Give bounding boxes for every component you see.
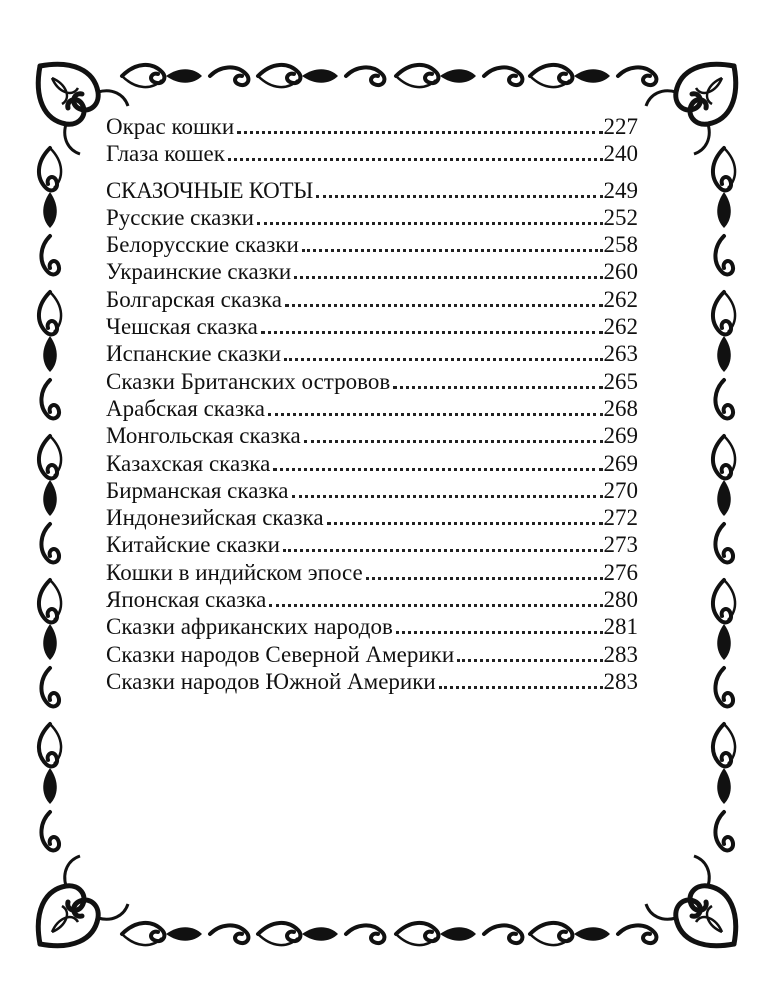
toc-entry — [106, 668, 638, 695]
dot-leader — [285, 304, 603, 307]
toc-entry — [106, 504, 638, 531]
toc-section-title: СКАЗОЧНЫЕ КОТЫ — [106, 177, 313, 203]
toc-entry-title: Чешская сказка — [106, 314, 258, 340]
toc-entry-title: Белорусские сказки — [106, 232, 299, 258]
dot-leader — [366, 577, 603, 580]
toc-entry — [106, 140, 638, 167]
dot-leader — [327, 522, 603, 525]
toc-entry — [106, 613, 638, 640]
toc-entry-page: 258 — [603, 232, 638, 258]
toc-entry — [106, 258, 638, 285]
toc-entry-page: 262 — [603, 286, 638, 312]
toc-entry-title: Украинские сказки — [106, 259, 292, 285]
toc-entry-title: Бирманская сказка — [106, 477, 289, 503]
toc-entry-page: 269 — [603, 450, 638, 476]
toc-entry-page: 280 — [603, 587, 638, 613]
toc-entry-page: 281 — [603, 614, 638, 640]
dot-leader — [439, 686, 603, 689]
toc-entry-page: 272 — [603, 505, 638, 531]
toc-entry — [106, 204, 638, 231]
toc-entry — [106, 313, 638, 340]
table-of-contents — [106, 113, 638, 695]
dot-leader — [283, 549, 603, 552]
dot-leader — [396, 631, 603, 634]
toc-entry-page: 270 — [603, 477, 638, 503]
dot-leader — [269, 604, 602, 607]
toc-entry-page: 276 — [603, 559, 638, 585]
dot-leader — [257, 222, 603, 225]
toc-entry — [106, 422, 638, 449]
toc-entry-title: Сказки африканских народов — [106, 614, 393, 640]
dot-leader — [393, 386, 602, 389]
toc-entry — [106, 559, 638, 586]
toc-entry-page: 269 — [603, 423, 638, 449]
toc-section-heading — [106, 177, 638, 204]
toc-entry-page: 260 — [603, 259, 638, 285]
toc-entry-page: 283 — [603, 641, 638, 667]
toc-entry-page: 268 — [603, 395, 638, 421]
toc-entry-page: 273 — [603, 532, 638, 558]
toc-entry-page: 240 — [603, 141, 638, 167]
toc-entry — [106, 395, 638, 422]
dot-leader — [268, 413, 603, 416]
toc-entry-title: Глаза кошек — [106, 141, 225, 167]
dot-leader — [316, 195, 603, 198]
toc-entry — [106, 340, 638, 367]
toc-entry-page: 283 — [603, 668, 638, 694]
dot-leader — [302, 249, 603, 252]
toc-entry-title: Японская сказка — [106, 587, 267, 613]
dot-leader — [228, 158, 603, 161]
toc-entry-page: 227 — [603, 114, 638, 139]
toc-entry — [106, 231, 638, 258]
toc-entry-title: Китайские сказки — [106, 532, 280, 558]
toc-entry-title: Окрас кошки — [106, 114, 235, 139]
corner-ornament-top-right — [646, 64, 736, 154]
dot-leader — [284, 358, 602, 361]
dot-leader — [292, 495, 603, 498]
dot-leader — [273, 468, 602, 471]
toc-entry — [106, 113, 638, 140]
dot-leader — [261, 331, 603, 334]
toc-entry — [106, 368, 638, 395]
toc-entry-title: Арабская сказка — [106, 395, 265, 421]
toc-entry-title: Кошки в индийском эпосе — [106, 559, 363, 585]
toc-entry-page: 249 — [603, 177, 638, 203]
toc-entry-title: Русские сказки — [106, 204, 254, 230]
dot-leader — [457, 659, 602, 662]
toc-entry-title: Монгольская сказка — [106, 423, 301, 449]
toc-entry-title: Сказки Британских островов — [106, 368, 391, 394]
toc-entry — [106, 531, 638, 558]
dot-leader — [294, 276, 602, 279]
toc-entry-title: Сказки народов Южной Америки — [106, 668, 436, 694]
toc-entry-page: 252 — [603, 204, 638, 230]
dot-leader — [237, 131, 602, 134]
toc-entry — [106, 286, 638, 313]
dot-leader — [304, 440, 603, 443]
corner-ornament-bottom-left — [38, 856, 128, 946]
toc-entry-title: Индонезийская сказка — [106, 505, 324, 531]
toc-entry — [106, 586, 638, 613]
toc-entry — [106, 450, 638, 477]
toc-entry — [106, 477, 638, 504]
toc-entry-title: Испанские сказки — [106, 341, 282, 367]
toc-entry-page: 263 — [603, 341, 638, 367]
corner-ornament-bottom-right — [646, 856, 736, 946]
toc-entry-page: 265 — [603, 368, 638, 394]
toc-entry-title: Болгарская сказка — [106, 286, 282, 312]
toc-entry — [106, 641, 638, 668]
toc-entry-title: Сказки народов Северной Америки — [106, 641, 455, 667]
toc-entry-page: 262 — [603, 314, 638, 340]
toc-entry-title: Казахская сказка — [106, 450, 271, 476]
